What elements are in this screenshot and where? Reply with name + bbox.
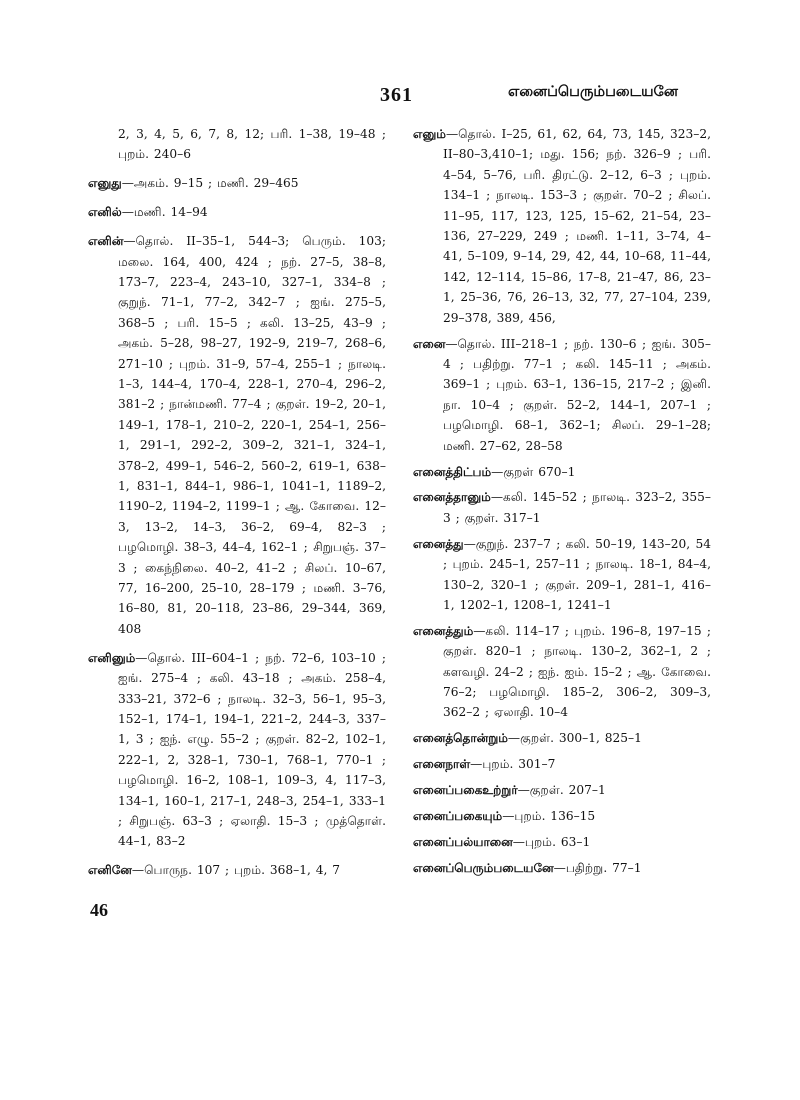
entry-references: —கலி. 145–52 ; நாலடி. 323–2, 355–3 ; குறள். 317–1 [443, 490, 711, 525]
entry-headword: எனைத்திட்பம் [413, 464, 492, 479]
index-entry [413, 334, 711, 456]
entry-references: —பதிற்று. 77–1 [553, 860, 642, 875]
index-entry [88, 231, 386, 639]
entry-references: —புறம். 136–15 [502, 809, 596, 824]
entry-headword: எனைப்பல்யானை [413, 835, 513, 849]
index-entry [413, 534, 711, 616]
index-entry [413, 462, 711, 482]
entry-references: —தொல். II–35–1, 544–3; பெரும். 103; மலை. 164, 400, 424 ; நற். 27–5, 38–8, 173–7, 223–4, 243–10, 327–1, 334–8 ; குறுந். 71–1, 77–2, 342–7 ; ஐங். 275–5, 368–5 ; பரி. 15–5 ; கலி. 13–25, 43–9 ; அகம். 5–28, 98–27, 192–9, 219–7, 268–6, 271–10 ; புறம். 31–9, 57–4, 255–1 ; நாலடி. 1–3, 144–4, 170–4, 228–1, 270–4, 296–2, 381–2 ; நான்மணி. 77–4 ; குறள். 19–2, 20–1, 149–1, 178–1, 210–2, 220–1, 254–1, 256–1, 291–1, 292–2, 309–2, 321–1, 324–1, 378–2, 499–1, 546–2, 560–2, 619–1, 638–1, 831–1, 844–1, 986–1, 1041–1, 1189–2, 1190–2, 1194–2, 1199–1 ; ஆ. கோவை. 12–3, 13–2, 14–3, 36–2, 69–4, 82–3 ; பழமொழி. 38–3, 44–4, 162–1 ; சிறுபஞ். 37–3 ; கைந்நிலை. 40–2, 41–2 ; சிலப். 10–67, 77, 16–200, 25–10, 28–179 ; மணி. 3–76, 16–80, 81, 20–118, 23–86, 29–344, 369, 408 [118, 234, 386, 636]
entry-headword: எனைப்பகையும் [413, 809, 503, 824]
entry-headword: எனைப்பகைஉற்றுர் [413, 783, 518, 798]
entry-references: —குறள். 207–1 [517, 783, 606, 798]
index-entry [88, 202, 386, 222]
entry-references: —தொல். III–604–1 ; நற். 72–6, 103–10 ; ஐங். 275–4 ; கலி. 43–18 ; அகம். 258–4, 333–21, 372–6 ; நாலடி. 32–3, 56–1, 95–3, 152–1, 174–1, 194–1, 221–2, 244–3, 337–1, 3 ; ஐந். எழு. 55–2 ; குறள். 82–2, 102–1, 222–1, 2, 328–1, 730–1, 768–1, 770–1 ; பழமொழி. 16–2, 108–1, 109–3, 4, 117–3, 134–1, 160–1, 217–1, 248–3, 254–1, 333–1 ; சிறுபஞ். 63–3 ; ஏலாதி. 15–3 ; முத்தொள். 44–1, 83–2 [118, 650, 386, 849]
index-entry [413, 832, 711, 852]
running-head: எனைப்பெரும்படையனே [508, 84, 678, 100]
entry-headword: எனின் [88, 234, 124, 249]
entry-headword: எனினும் [88, 650, 136, 665]
entry-references: —புறம். 63–1 [512, 835, 591, 849]
entry-references: —குறள். 300–1, 825–1 [507, 731, 642, 746]
entry-references: —குறுந். 237–7 ; கலி. 50–19, 143–20, 54 ; புறம். 245–1, 257–11 ; நாலடி. 18–1, 84–4, 130–2, 320–1 ; குறள். 209–1, 281–1, 416–1, 1202–1, 1208–1, 1241–1 [443, 536, 711, 612]
index-entry [413, 754, 711, 774]
entry-headword: எனைத்து [413, 536, 464, 551]
index-entry [413, 858, 711, 878]
entry-references: —பொருந. 107 ; புறம். 368–1, 4, 7 [131, 863, 340, 878]
folio: 46 [90, 900, 108, 920]
entry-headword: எனைப்பெரும்படையனே [413, 860, 554, 875]
index-entry [413, 728, 711, 748]
index-entry [88, 124, 386, 165]
entry-headword: எனைத்தும் [413, 623, 474, 638]
index-entry [88, 860, 386, 880]
entry-references: —குறள் 670–1 [491, 464, 576, 479]
index-entry [413, 780, 711, 800]
entry-references: —கலி. 114–17 ; புறம். 196–8, 197–15 ; குறள். 820–1 ; நாலடி. 130–2, 362–1, 2 ; களவழி. 24–2 ; ஐந். ஐம். 15–2 ; ஆ. கோவை. 76–2; பழமொழி. 185–2, 306–2, 309–3, 362–2 ; ஏலாதி. 10–4 [443, 623, 711, 720]
index-entry [88, 648, 386, 852]
entry-headword: எனினே [88, 863, 132, 878]
page-number: 361 [380, 84, 413, 106]
index-entry [413, 621, 711, 723]
right-column [413, 124, 711, 884]
index-entry [413, 124, 711, 328]
entry-headword: எனைத்தொன்றும் [413, 731, 508, 746]
entry-references: —தொல். III–218–1 ; நற். 130–6 ; ஐங். 305–4 ; பதிற்று. 77–1 ; கலி. 145–11 ; அகம். 369–1 ; புறம். 63–1, 136–15, 217–2 ; இனி. நா. 10–4 ; குறள். 52–2, 144–1, 207–1 ; பழமொழி. 68–1, 362–1; சிலப். 29–1–28; மணி. 27–62, 28–58 [443, 336, 711, 453]
entry-headword: எனும் [413, 127, 446, 141]
entry-references: 2, 3, 4, 5, 6, 7, 8, 12; பரி. 1–38, 19–48 ; புறம். 240–6 [118, 127, 386, 162]
entry-headword: எனுது [88, 176, 122, 191]
index-entry [413, 806, 711, 826]
entry-headword: எனைத்தானும் [413, 490, 491, 505]
index-entry [88, 173, 386, 193]
index-entry [413, 487, 711, 528]
entry-headword: எனை [413, 336, 446, 351]
entry-references: —புறம். 301–7 [470, 757, 556, 772]
entry-references: —தொல். I–25, 61, 62, 64, 73, 145, 323–2, II–80–3,410–1; மது. 156; நற். 326–9 ; பரி. 4–54, 5–76, பரி. திரட்டு. 2–12, 6–3 ; புறம். 134–1 ; நாலடி. 153–3 ; குறள். 70–2 ; சிலப். 11–95, 117, 123, 125, 15–62, 21–54, 23–136, 27–229, 249 ; மணி. 1–11, 3–74, 4–41, 5–109, 9–14, 29, 42, 44, 10–68, 11–44, 142, 12–114, 15–86, 17–8, 21–47, 86, 23–1, 25–36, 76, 26–13, 32, 77, 27–104, 239, 29–378, 389, 456, [443, 127, 711, 325]
entry-headword: எனைநாள் [413, 757, 471, 772]
entry-references: —அகம். 9–15 ; மணி. 29–465 [121, 176, 299, 191]
left-column [88, 124, 386, 889]
entry-references: —மணி. 14–94 [121, 205, 208, 220]
entry-headword: எனில் [88, 205, 122, 220]
